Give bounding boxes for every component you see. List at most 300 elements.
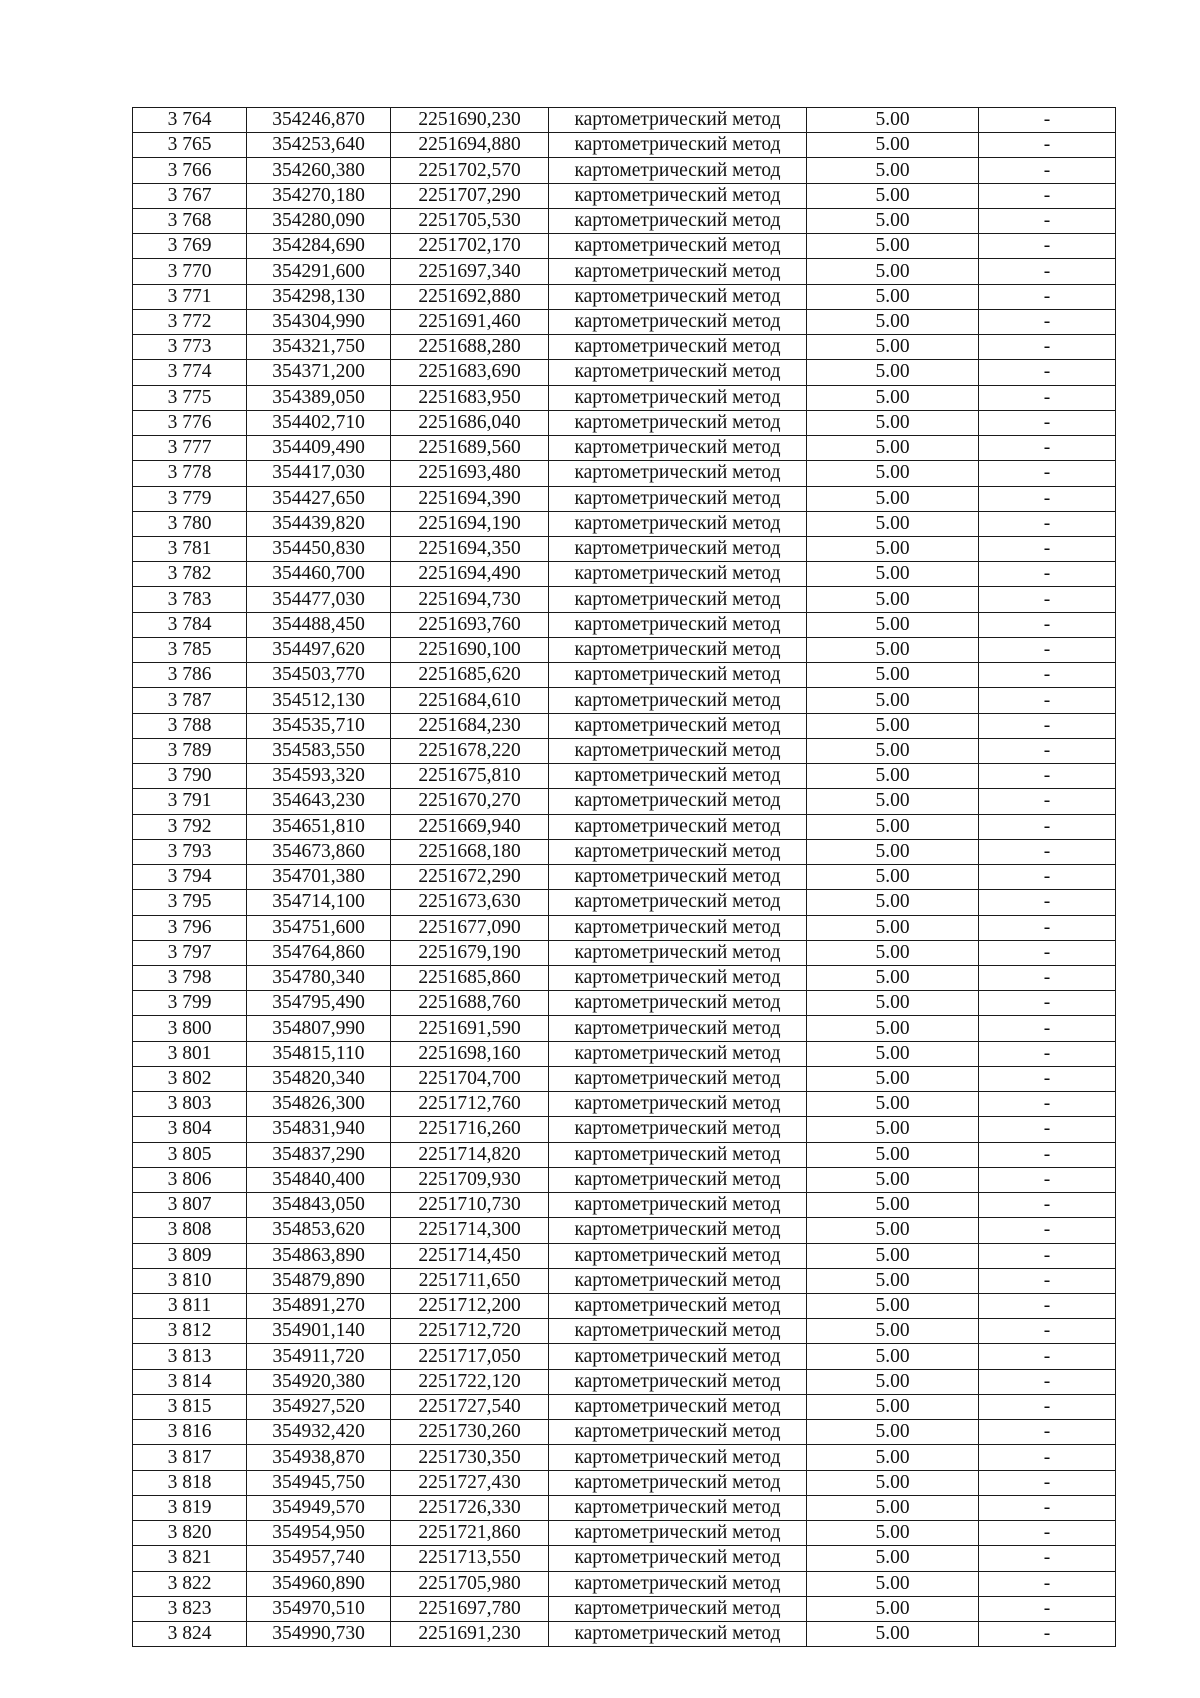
table-row xyxy=(133,1394,1116,1419)
point-number-cell: 3 766 xyxy=(133,158,247,183)
description-cell: - xyxy=(979,663,1116,688)
x-coordinate-cell: 354512,130 xyxy=(247,688,391,713)
table-row xyxy=(133,1041,1116,1066)
accuracy-cell: 5.00 xyxy=(807,158,979,183)
y-coordinate-cell: 2251690,100 xyxy=(391,637,549,662)
y-coordinate-cell: 2251727,430 xyxy=(391,1470,549,1495)
description-cell: - xyxy=(979,1394,1116,1419)
accuracy-cell: 5.00 xyxy=(807,335,979,360)
description-cell: - xyxy=(979,587,1116,612)
point-number-cell: 3 771 xyxy=(133,284,247,309)
x-coordinate-cell: 354714,100 xyxy=(247,890,391,915)
x-coordinate-cell: 354643,230 xyxy=(247,789,391,814)
accuracy-cell: 5.00 xyxy=(807,940,979,965)
accuracy-cell: 5.00 xyxy=(807,1092,979,1117)
method-cell: картометрический метод xyxy=(549,1142,807,1167)
y-coordinate-cell: 2251713,550 xyxy=(391,1546,549,1571)
description-cell: - xyxy=(979,839,1116,864)
table-row xyxy=(133,1243,1116,1268)
coordinates-table xyxy=(132,107,1116,1647)
accuracy-cell: 5.00 xyxy=(807,1571,979,1596)
description-cell: - xyxy=(979,1092,1116,1117)
x-coordinate-cell: 354389,050 xyxy=(247,385,391,410)
accuracy-cell: 5.00 xyxy=(807,965,979,990)
point-number-cell: 3 813 xyxy=(133,1344,247,1369)
table-row xyxy=(133,764,1116,789)
x-coordinate-cell: 354535,710 xyxy=(247,713,391,738)
description-cell: - xyxy=(979,436,1116,461)
y-coordinate-cell: 2251727,540 xyxy=(391,1394,549,1419)
accuracy-cell: 5.00 xyxy=(807,1622,979,1647)
point-number-cell: 3 793 xyxy=(133,839,247,864)
x-coordinate-cell: 354932,420 xyxy=(247,1420,391,1445)
y-coordinate-cell: 2251697,340 xyxy=(391,259,549,284)
x-coordinate-cell: 354673,860 xyxy=(247,839,391,864)
point-number-cell: 3 777 xyxy=(133,436,247,461)
x-coordinate-cell: 354826,300 xyxy=(247,1092,391,1117)
point-number-cell: 3 824 xyxy=(133,1622,247,1647)
method-cell: картометрический метод xyxy=(549,637,807,662)
x-coordinate-cell: 354891,270 xyxy=(247,1294,391,1319)
accuracy-cell: 5.00 xyxy=(807,991,979,1016)
table-row xyxy=(133,738,1116,763)
x-coordinate-cell: 354938,870 xyxy=(247,1445,391,1470)
y-coordinate-cell: 2251730,350 xyxy=(391,1445,549,1470)
x-coordinate-cell: 354371,200 xyxy=(247,360,391,385)
table-row xyxy=(133,208,1116,233)
method-cell: картометрический метод xyxy=(549,940,807,965)
method-cell: картометрический метод xyxy=(549,991,807,1016)
point-number-cell: 3 775 xyxy=(133,385,247,410)
table-row xyxy=(133,1596,1116,1621)
y-coordinate-cell: 2251702,170 xyxy=(391,234,549,259)
table-row xyxy=(133,1622,1116,1647)
point-number-cell: 3 796 xyxy=(133,915,247,940)
y-coordinate-cell: 2251694,390 xyxy=(391,486,549,511)
method-cell: картометрический метод xyxy=(549,865,807,890)
x-coordinate-cell: 354270,180 xyxy=(247,183,391,208)
method-cell: картометрический метод xyxy=(549,1066,807,1091)
point-number-cell: 3 794 xyxy=(133,865,247,890)
accuracy-cell: 5.00 xyxy=(807,1319,979,1344)
accuracy-cell: 5.00 xyxy=(807,1066,979,1091)
point-number-cell: 3 802 xyxy=(133,1066,247,1091)
x-coordinate-cell: 354807,990 xyxy=(247,1016,391,1041)
description-cell: - xyxy=(979,738,1116,763)
accuracy-cell: 5.00 xyxy=(807,1521,979,1546)
description-cell: - xyxy=(979,158,1116,183)
y-coordinate-cell: 2251683,690 xyxy=(391,360,549,385)
accuracy-cell: 5.00 xyxy=(807,738,979,763)
y-coordinate-cell: 2251693,760 xyxy=(391,612,549,637)
accuracy-cell: 5.00 xyxy=(807,1546,979,1571)
point-number-cell: 3 815 xyxy=(133,1394,247,1419)
accuracy-cell: 5.00 xyxy=(807,461,979,486)
method-cell: картометрический метод xyxy=(549,1167,807,1192)
point-number-cell: 3 769 xyxy=(133,234,247,259)
method-cell: картометрический метод xyxy=(549,965,807,990)
table-row xyxy=(133,1571,1116,1596)
method-cell: картометрический метод xyxy=(549,259,807,284)
accuracy-cell: 5.00 xyxy=(807,1294,979,1319)
table-row xyxy=(133,1319,1116,1344)
x-coordinate-cell: 354409,490 xyxy=(247,436,391,461)
accuracy-cell: 5.00 xyxy=(807,1268,979,1293)
table-row xyxy=(133,1294,1116,1319)
y-coordinate-cell: 2251669,940 xyxy=(391,814,549,839)
y-coordinate-cell: 2251689,560 xyxy=(391,436,549,461)
accuracy-cell: 5.00 xyxy=(807,839,979,864)
description-cell: - xyxy=(979,1571,1116,1596)
point-number-cell: 3 805 xyxy=(133,1142,247,1167)
description-cell: - xyxy=(979,915,1116,940)
x-coordinate-cell: 354427,650 xyxy=(247,486,391,511)
method-cell: картометрический метод xyxy=(549,1344,807,1369)
description-cell: - xyxy=(979,562,1116,587)
y-coordinate-cell: 2251678,220 xyxy=(391,738,549,763)
x-coordinate-cell: 354960,890 xyxy=(247,1571,391,1596)
accuracy-cell: 5.00 xyxy=(807,1495,979,1520)
accuracy-cell: 5.00 xyxy=(807,385,979,410)
description-cell: - xyxy=(979,108,1116,133)
x-coordinate-cell: 354853,620 xyxy=(247,1218,391,1243)
point-number-cell: 3 784 xyxy=(133,612,247,637)
table-row xyxy=(133,1142,1116,1167)
y-coordinate-cell: 2251694,190 xyxy=(391,511,549,536)
accuracy-cell: 5.00 xyxy=(807,133,979,158)
accuracy-cell: 5.00 xyxy=(807,410,979,435)
table-row xyxy=(133,335,1116,360)
x-coordinate-cell: 354651,810 xyxy=(247,814,391,839)
x-coordinate-cell: 354795,490 xyxy=(247,991,391,1016)
accuracy-cell: 5.00 xyxy=(807,1394,979,1419)
method-cell: картометрический метод xyxy=(549,1319,807,1344)
y-coordinate-cell: 2251702,570 xyxy=(391,158,549,183)
description-cell: - xyxy=(979,764,1116,789)
x-coordinate-cell: 354949,570 xyxy=(247,1495,391,1520)
y-coordinate-cell: 2251714,820 xyxy=(391,1142,549,1167)
table-row xyxy=(133,587,1116,612)
y-coordinate-cell: 2251688,280 xyxy=(391,335,549,360)
x-coordinate-cell: 354954,950 xyxy=(247,1521,391,1546)
point-number-cell: 3 781 xyxy=(133,536,247,561)
table-row xyxy=(133,1369,1116,1394)
table-row xyxy=(133,890,1116,915)
description-cell: - xyxy=(979,259,1116,284)
description-cell: - xyxy=(979,1622,1116,1647)
method-cell: картометрический метод xyxy=(549,587,807,612)
point-number-cell: 3 800 xyxy=(133,1016,247,1041)
description-cell: - xyxy=(979,1268,1116,1293)
y-coordinate-cell: 2251691,230 xyxy=(391,1622,549,1647)
description-cell: - xyxy=(979,1218,1116,1243)
accuracy-cell: 5.00 xyxy=(807,713,979,738)
table-row xyxy=(133,1495,1116,1520)
x-coordinate-cell: 354280,090 xyxy=(247,208,391,233)
accuracy-cell: 5.00 xyxy=(807,1041,979,1066)
accuracy-cell: 5.00 xyxy=(807,1420,979,1445)
description-cell: - xyxy=(979,865,1116,890)
point-number-cell: 3 785 xyxy=(133,637,247,662)
y-coordinate-cell: 2251677,090 xyxy=(391,915,549,940)
table-row xyxy=(133,789,1116,814)
point-number-cell: 3 814 xyxy=(133,1369,247,1394)
x-coordinate-cell: 354780,340 xyxy=(247,965,391,990)
x-coordinate-cell: 354260,380 xyxy=(247,158,391,183)
method-cell: картометрический метод xyxy=(549,436,807,461)
description-cell: - xyxy=(979,1142,1116,1167)
description-cell: - xyxy=(979,385,1116,410)
table-row xyxy=(133,1117,1116,1142)
description-cell: - xyxy=(979,208,1116,233)
accuracy-cell: 5.00 xyxy=(807,108,979,133)
accuracy-cell: 5.00 xyxy=(807,1142,979,1167)
table-row xyxy=(133,991,1116,1016)
accuracy-cell: 5.00 xyxy=(807,284,979,309)
method-cell: картометрический метод xyxy=(549,890,807,915)
x-coordinate-cell: 354840,400 xyxy=(247,1167,391,1192)
method-cell: картометрический метод xyxy=(549,612,807,637)
y-coordinate-cell: 2251711,650 xyxy=(391,1268,549,1293)
point-number-cell: 3 776 xyxy=(133,410,247,435)
method-cell: картометрический метод xyxy=(549,309,807,334)
table-row xyxy=(133,133,1116,158)
table-row xyxy=(133,486,1116,511)
description-cell: - xyxy=(979,1167,1116,1192)
x-coordinate-cell: 354879,890 xyxy=(247,1268,391,1293)
point-number-cell: 3 783 xyxy=(133,587,247,612)
method-cell: картометрический метод xyxy=(549,1394,807,1419)
method-cell: картометрический метод xyxy=(549,1596,807,1621)
x-coordinate-cell: 354815,110 xyxy=(247,1041,391,1066)
y-coordinate-cell: 2251730,260 xyxy=(391,1420,549,1445)
y-coordinate-cell: 2251712,720 xyxy=(391,1319,549,1344)
description-cell: - xyxy=(979,461,1116,486)
table-row xyxy=(133,183,1116,208)
point-number-cell: 3 817 xyxy=(133,1445,247,1470)
y-coordinate-cell: 2251685,620 xyxy=(391,663,549,688)
method-cell: картометрический метод xyxy=(549,410,807,435)
table-row xyxy=(133,1066,1116,1091)
point-number-cell: 3 818 xyxy=(133,1470,247,1495)
x-coordinate-cell: 354497,620 xyxy=(247,637,391,662)
accuracy-cell: 5.00 xyxy=(807,1243,979,1268)
table-row xyxy=(133,158,1116,183)
accuracy-cell: 5.00 xyxy=(807,208,979,233)
table-row xyxy=(133,385,1116,410)
description-cell: - xyxy=(979,1193,1116,1218)
accuracy-cell: 5.00 xyxy=(807,1193,979,1218)
table-row xyxy=(133,814,1116,839)
x-coordinate-cell: 354863,890 xyxy=(247,1243,391,1268)
accuracy-cell: 5.00 xyxy=(807,259,979,284)
x-coordinate-cell: 354593,320 xyxy=(247,764,391,789)
table-row xyxy=(133,1546,1116,1571)
table-row xyxy=(133,108,1116,133)
y-coordinate-cell: 2251712,200 xyxy=(391,1294,549,1319)
method-cell: картометрический метод xyxy=(549,1521,807,1546)
x-coordinate-cell: 354417,030 xyxy=(247,461,391,486)
y-coordinate-cell: 2251697,780 xyxy=(391,1596,549,1621)
method-cell: картометрический метод xyxy=(549,133,807,158)
description-cell: - xyxy=(979,133,1116,158)
method-cell: картометрический метод xyxy=(549,663,807,688)
accuracy-cell: 5.00 xyxy=(807,637,979,662)
table-row xyxy=(133,688,1116,713)
method-cell: картометрический метод xyxy=(549,738,807,763)
point-number-cell: 3 807 xyxy=(133,1193,247,1218)
y-coordinate-cell: 2251721,860 xyxy=(391,1521,549,1546)
accuracy-cell: 5.00 xyxy=(807,486,979,511)
accuracy-cell: 5.00 xyxy=(807,915,979,940)
accuracy-cell: 5.00 xyxy=(807,360,979,385)
description-cell: - xyxy=(979,1521,1116,1546)
accuracy-cell: 5.00 xyxy=(807,1369,979,1394)
method-cell: картометрический метод xyxy=(549,915,807,940)
method-cell: картометрический метод xyxy=(549,1445,807,1470)
y-coordinate-cell: 2251722,120 xyxy=(391,1369,549,1394)
method-cell: картометрический метод xyxy=(549,1243,807,1268)
y-coordinate-cell: 2251717,050 xyxy=(391,1344,549,1369)
point-number-cell: 3 791 xyxy=(133,789,247,814)
description-cell: - xyxy=(979,1596,1116,1621)
accuracy-cell: 5.00 xyxy=(807,562,979,587)
description-cell: - xyxy=(979,486,1116,511)
method-cell: картометрический метод xyxy=(549,536,807,561)
x-coordinate-cell: 354920,380 xyxy=(247,1369,391,1394)
x-coordinate-cell: 354583,550 xyxy=(247,738,391,763)
accuracy-cell: 5.00 xyxy=(807,536,979,561)
table-row xyxy=(133,637,1116,662)
description-cell: - xyxy=(979,991,1116,1016)
x-coordinate-cell: 354843,050 xyxy=(247,1193,391,1218)
y-coordinate-cell: 2251684,610 xyxy=(391,688,549,713)
method-cell: картометрический метод xyxy=(549,814,807,839)
point-number-cell: 3 782 xyxy=(133,562,247,587)
description-cell: - xyxy=(979,1066,1116,1091)
y-coordinate-cell: 2251692,880 xyxy=(391,284,549,309)
point-number-cell: 3 792 xyxy=(133,814,247,839)
x-coordinate-cell: 354945,750 xyxy=(247,1470,391,1495)
y-coordinate-cell: 2251690,230 xyxy=(391,108,549,133)
description-cell: - xyxy=(979,688,1116,713)
y-coordinate-cell: 2251707,290 xyxy=(391,183,549,208)
table-row xyxy=(133,865,1116,890)
description-cell: - xyxy=(979,1041,1116,1066)
accuracy-cell: 5.00 xyxy=(807,1470,979,1495)
point-number-cell: 3 778 xyxy=(133,461,247,486)
description-cell: - xyxy=(979,1420,1116,1445)
description-cell: - xyxy=(979,940,1116,965)
x-coordinate-cell: 354402,710 xyxy=(247,410,391,435)
description-cell: - xyxy=(979,1369,1116,1394)
y-coordinate-cell: 2251670,270 xyxy=(391,789,549,814)
accuracy-cell: 5.00 xyxy=(807,1167,979,1192)
table-row xyxy=(133,436,1116,461)
point-number-cell: 3 798 xyxy=(133,965,247,990)
point-number-cell: 3 767 xyxy=(133,183,247,208)
x-coordinate-cell: 354831,940 xyxy=(247,1117,391,1142)
point-number-cell: 3 801 xyxy=(133,1041,247,1066)
method-cell: картометрический метод xyxy=(549,335,807,360)
accuracy-cell: 5.00 xyxy=(807,511,979,536)
accuracy-cell: 5.00 xyxy=(807,663,979,688)
point-number-cell: 3 823 xyxy=(133,1596,247,1621)
point-number-cell: 3 820 xyxy=(133,1521,247,1546)
table-row xyxy=(133,309,1116,334)
table-row xyxy=(133,1218,1116,1243)
table-row xyxy=(133,1016,1116,1041)
method-cell: картометрический метод xyxy=(549,1117,807,1142)
method-cell: картометрический метод xyxy=(549,1092,807,1117)
description-cell: - xyxy=(979,1344,1116,1369)
table-row xyxy=(133,940,1116,965)
table-row xyxy=(133,1193,1116,1218)
x-coordinate-cell: 354460,700 xyxy=(247,562,391,587)
table-row xyxy=(133,1445,1116,1470)
method-cell: картометрический метод xyxy=(549,1495,807,1520)
y-coordinate-cell: 2251705,530 xyxy=(391,208,549,233)
y-coordinate-cell: 2251691,460 xyxy=(391,309,549,334)
method-cell: картометрический метод xyxy=(549,1546,807,1571)
description-cell: - xyxy=(979,410,1116,435)
point-number-cell: 3 816 xyxy=(133,1420,247,1445)
table-row xyxy=(133,915,1116,940)
point-number-cell: 3 780 xyxy=(133,511,247,536)
y-coordinate-cell: 2251714,450 xyxy=(391,1243,549,1268)
table-row xyxy=(133,234,1116,259)
x-coordinate-cell: 354911,720 xyxy=(247,1344,391,1369)
method-cell: картометрический метод xyxy=(549,764,807,789)
table-row xyxy=(133,1344,1116,1369)
method-cell: картометрический метод xyxy=(549,234,807,259)
table-row xyxy=(133,1167,1116,1192)
y-coordinate-cell: 2251712,760 xyxy=(391,1092,549,1117)
accuracy-cell: 5.00 xyxy=(807,587,979,612)
table-row xyxy=(133,360,1116,385)
method-cell: картометрический метод xyxy=(549,562,807,587)
method-cell: картометрический метод xyxy=(549,1622,807,1647)
table-row xyxy=(133,511,1116,536)
accuracy-cell: 5.00 xyxy=(807,234,979,259)
y-coordinate-cell: 2251694,880 xyxy=(391,133,549,158)
y-coordinate-cell: 2251714,300 xyxy=(391,1218,549,1243)
y-coordinate-cell: 2251683,950 xyxy=(391,385,549,410)
description-cell: - xyxy=(979,1016,1116,1041)
point-number-cell: 3 770 xyxy=(133,259,247,284)
y-coordinate-cell: 2251709,930 xyxy=(391,1167,549,1192)
accuracy-cell: 5.00 xyxy=(807,1117,979,1142)
x-coordinate-cell: 354503,770 xyxy=(247,663,391,688)
y-coordinate-cell: 2251698,160 xyxy=(391,1041,549,1066)
method-cell: картометрический метод xyxy=(549,789,807,814)
method-cell: картометрический метод xyxy=(549,839,807,864)
method-cell: картометрический метод xyxy=(549,360,807,385)
x-coordinate-cell: 354439,820 xyxy=(247,511,391,536)
method-cell: картометрический метод xyxy=(549,208,807,233)
coordinates-table-body xyxy=(133,108,1116,1647)
point-number-cell: 3 806 xyxy=(133,1167,247,1192)
table-row xyxy=(133,461,1116,486)
accuracy-cell: 5.00 xyxy=(807,1218,979,1243)
table-row xyxy=(133,1420,1116,1445)
x-coordinate-cell: 354291,600 xyxy=(247,259,391,284)
method-cell: картометрический метод xyxy=(549,688,807,713)
point-number-cell: 3 819 xyxy=(133,1495,247,1520)
y-coordinate-cell: 2251694,730 xyxy=(391,587,549,612)
accuracy-cell: 5.00 xyxy=(807,1344,979,1369)
method-cell: картометрический метод xyxy=(549,183,807,208)
